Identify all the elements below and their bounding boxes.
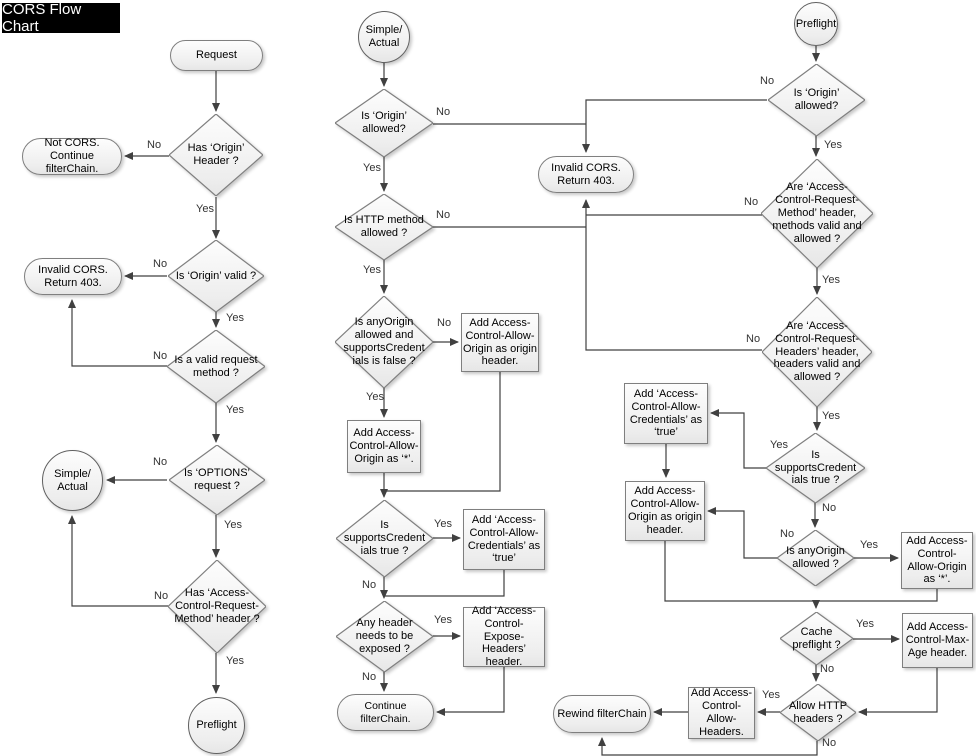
decision-is-origin-allowed-middle: Is ‘Origin’ allowed? xyxy=(335,89,433,157)
process-add-credentials-true-middle: Add ‘Access-Control-Allow-Credentials’ as ‘true’ xyxy=(463,509,545,570)
decision-is-valid-request-method: Is a valid request method ? xyxy=(167,330,265,403)
decision-has-origin-header: Has ‘Origin’ Header ? xyxy=(169,114,263,196)
decision-is-origin-allowed-right: Is ‘Origin’ allowed? xyxy=(768,64,865,136)
edge-label-yes: Yes xyxy=(226,404,244,416)
process-add-origin-header-middle: Add Access-Control-Allow-Origin as origin header. xyxy=(461,313,539,372)
edge-label-no: No xyxy=(744,196,759,208)
terminator-continue-filterchain: Continue filterChain. xyxy=(337,694,434,731)
process-add-origin-star-right: Add Access-Control-Allow-Origin as ‘*’. xyxy=(901,532,973,589)
edge-label-yes: Yes xyxy=(822,410,840,422)
decision-cache-preflight: Cache preflight ? xyxy=(780,612,853,665)
process-add-expose-headers: Add ‘Access-Control-Expose-Headers’ header. xyxy=(463,607,545,667)
decision-acrm-header-valid: Are ‘Access-Control-Request-Method’ header, methods valid and allowed ? xyxy=(761,159,873,268)
decision-is-anyorigin-allowed: Is anyOrigin allowed ? xyxy=(777,530,854,586)
edge-label-yes: Yes xyxy=(434,518,452,530)
terminator-request: Request xyxy=(170,40,263,71)
edge-label-yes: Yes xyxy=(860,539,878,551)
edge-label-yes: Yes xyxy=(762,689,780,701)
edge-label-yes: Yes xyxy=(366,391,384,403)
process-add-credentials-true-right: Add ‘Access-Control-Allow-Credentials’ as ‘true’ xyxy=(624,383,708,444)
edge-label-yes: Yes xyxy=(434,614,452,626)
decision-is-origin-valid: Is ‘Origin’ valid ? xyxy=(168,240,264,312)
terminator-not-cors: Not CORS. Continue filterChain. xyxy=(22,138,122,175)
process-add-max-age: Add Access-Control-Max-Age header. xyxy=(902,613,973,668)
decision-supportscredentials-true-middle: Is supportsCredent ials true ? xyxy=(336,500,433,577)
edge-label-no: No xyxy=(154,590,169,602)
edge-label-no: No xyxy=(746,333,761,345)
edge-label-no: No xyxy=(822,737,837,749)
edge-label-no: No xyxy=(822,502,837,514)
edge-label-no: No xyxy=(153,456,168,468)
edge-label-no: No xyxy=(153,350,168,362)
edge-label-yes: Yes xyxy=(224,519,242,531)
decision-supportscredentials-true-right: Is supportsCredent ials true ? xyxy=(766,433,865,503)
edge-label-no: No xyxy=(362,579,377,591)
decision-has-acrm-header: Has ‘Access-Control-Request-Method’ header ? xyxy=(168,560,266,653)
edge-label-yes: Yes xyxy=(226,312,244,324)
terminator-invalid-cors-middle: Invalid CORS. Return 403. xyxy=(538,156,634,193)
edge-label-yes: Yes xyxy=(822,274,840,286)
edge-label-yes: Yes xyxy=(856,618,874,630)
edge-label-yes: Yes xyxy=(196,203,214,215)
edge-label-no: No xyxy=(153,258,168,270)
terminator-invalid-cors-left: Invalid CORS. Return 403. xyxy=(24,258,122,295)
edge-label-no: No xyxy=(780,528,795,540)
edge-label-no: No xyxy=(437,317,452,329)
terminator-rewind-filterchain: Rewind filterChain xyxy=(553,695,651,733)
connector-simple-actual-middle: Simple/ Actual xyxy=(358,11,410,63)
edge-label-no: No xyxy=(436,106,451,118)
edge-label-yes: Yes xyxy=(770,439,788,451)
process-add-allow-headers: Add Access-Control-Allow-Headers. xyxy=(688,687,755,739)
decision-is-options-request: Is ‘OPTIONS’ request ? xyxy=(169,445,265,515)
decision-is-http-method-allowed: Is HTTP method allowed ? xyxy=(335,194,433,260)
decision-anyorigin-and-supportscredentials-false: Is anyOrigin allowed and supportsCredent ials is false ? xyxy=(335,296,433,388)
edge-label-no: No xyxy=(436,209,451,221)
chart-title: CORS Flow Chart xyxy=(2,3,120,33)
edge-label-no: No xyxy=(760,75,775,87)
edge-label-yes: Yes xyxy=(824,139,842,151)
edge-label-yes: Yes xyxy=(226,655,244,667)
edge-label-no: No xyxy=(362,671,377,683)
decision-allow-http-headers: Allow HTTP headers ? xyxy=(780,684,856,741)
edge-label-no: No xyxy=(147,139,162,151)
edge-label-yes: Yes xyxy=(363,162,381,174)
process-add-origin-star-middle: Add Access-Control-Allow-Origin as ‘*’. xyxy=(347,420,421,473)
edge-label-no: No xyxy=(820,663,835,675)
edge-label-yes: Yes xyxy=(363,264,381,276)
process-add-origin-header-right: Add Access-Control-Allow-Origin as origin header. xyxy=(625,481,705,541)
decision-acrh-header-valid: Are ‘Access-Control-Request-Headers’ header, headers valid and allowed ? xyxy=(762,297,872,407)
decision-any-header-exposed: Any header needs to be exposed ? xyxy=(336,601,433,672)
connector-preflight-left: Preflight xyxy=(188,697,245,754)
connector-simple-actual-left: Simple/ Actual xyxy=(42,450,103,511)
connector-preflight-right: Preflight xyxy=(794,2,838,46)
